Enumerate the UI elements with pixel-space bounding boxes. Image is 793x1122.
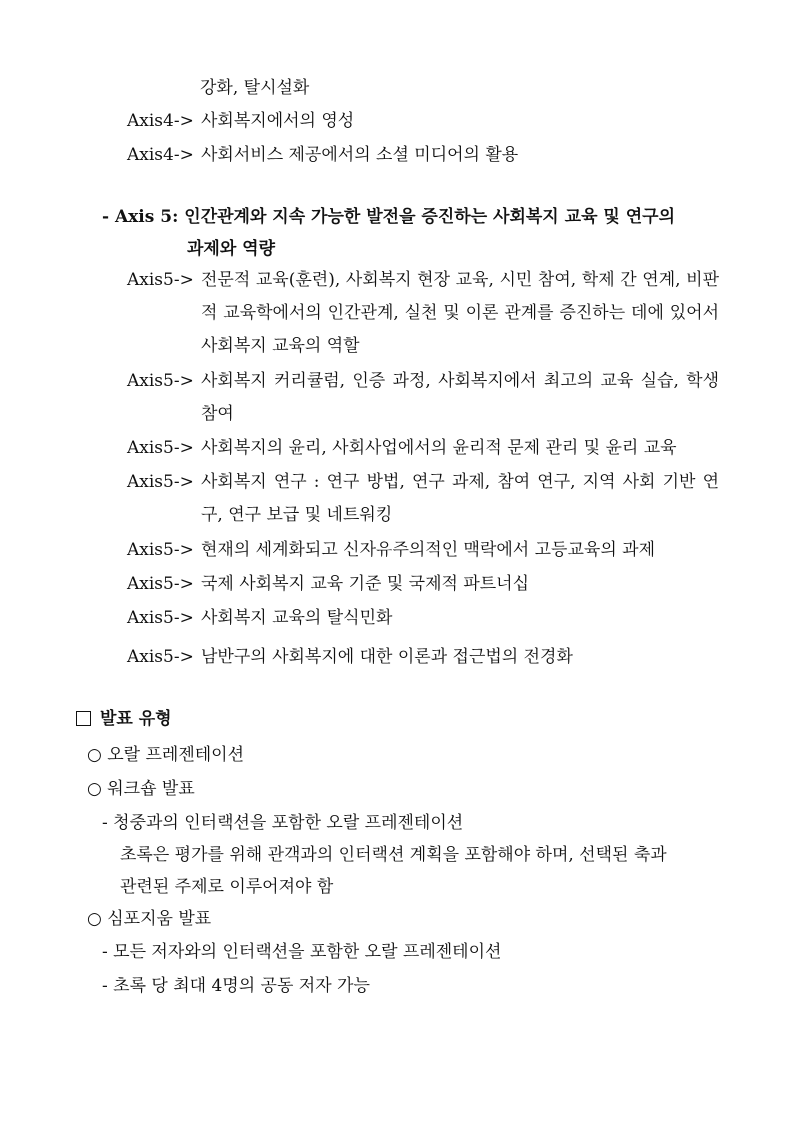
axis-text: 전문적 교육(훈련), 사회복지 현장 교육, 시민 참여, 학제 간 연계, 비판적 교육학에서의 인간관계, 실천 및 이론 관계를 증진하는 데에 있어서 사회복지 교육의 역할 [201, 270, 719, 356]
axis-text: 사회복지에서의 영성 [201, 111, 355, 131]
workshop-item: ○ 워크숍 발표 [87, 779, 195, 799]
axis-label: Axis5-> [127, 371, 194, 391]
axis-text: 사회서비스 제공에서의 소셜 미디어의 활용 [201, 145, 519, 165]
axis-label: Axis4-> [127, 145, 194, 165]
axis-text: 국제 사회복지 교육 기준 및 국제적 파트너십 [201, 574, 530, 594]
workshop-note-cont: 관련된 주제로 이루어져야 함 [120, 877, 334, 897]
checkbox-square-icon [76, 711, 91, 726]
axis-text: 사회복지 연구 : 연구 방법, 연구 과제, 참여 연구, 지역 사회 기반 연구, 연구 보급 및 네트워킹 [201, 472, 719, 525]
workshop-dash-item: - 청중과의 인터랙션을 포함한 오랄 프레젠테이션 [102, 813, 464, 833]
axis-text: 사회복지 교육의 탈식민화 [201, 608, 393, 628]
axis5-heading-cont: 과제와 역량 [187, 239, 276, 259]
section-title: 발표 유형 [100, 709, 172, 729]
axis-label: Axis5-> [127, 540, 194, 560]
axis-text: 남반구의 사회복지에 대한 이론과 접근법의 전경화 [201, 647, 573, 667]
axis-label: Axis5-> [127, 472, 194, 492]
axis-text: 사회복지의 윤리, 사회사업에서의 윤리적 문제 관리 및 윤리 교육 [201, 438, 677, 458]
axis-text: 현재의 세계화되고 신자유주의적인 맥락에서 고등교육의 과제 [201, 540, 655, 560]
axis4-continuation-tail: 강화, 탈시설화 [200, 78, 310, 98]
axis-label: Axis5-> [127, 608, 194, 628]
axis-label: Axis5-> [127, 647, 194, 667]
axis-text: 사회복지 커리큘럼, 인증 과정, 사회복지에서 최고의 교육 실습, 학생 참여 [201, 371, 719, 424]
workshop-note: 초록은 평가를 위해 관객과의 인터랙션 계획을 포함해야 하며, 선택된 축과 [120, 845, 667, 865]
axis5-heading: - Axis 5: 인간관계와 지속 가능한 발전을 증진하는 사회복지 교육 및 연구의 [102, 207, 676, 227]
axis-label: Axis5-> [127, 574, 194, 594]
axis-label: Axis4-> [127, 111, 194, 131]
symposium-dash-item: - 모든 저자와의 인터랙션을 포함한 오랄 프레젠테이션 [102, 942, 502, 962]
symposium-item: ○ 심포지움 발표 [87, 909, 212, 929]
axis-label: Axis5-> [127, 270, 194, 290]
symposium-dash-item: - 초록 당 최대 4명의 공동 저자 가능 [102, 976, 370, 996]
oral-presentation-item: ○ 오랄 프레젠테이션 [87, 745, 245, 765]
axis-label: Axis5-> [127, 438, 194, 458]
